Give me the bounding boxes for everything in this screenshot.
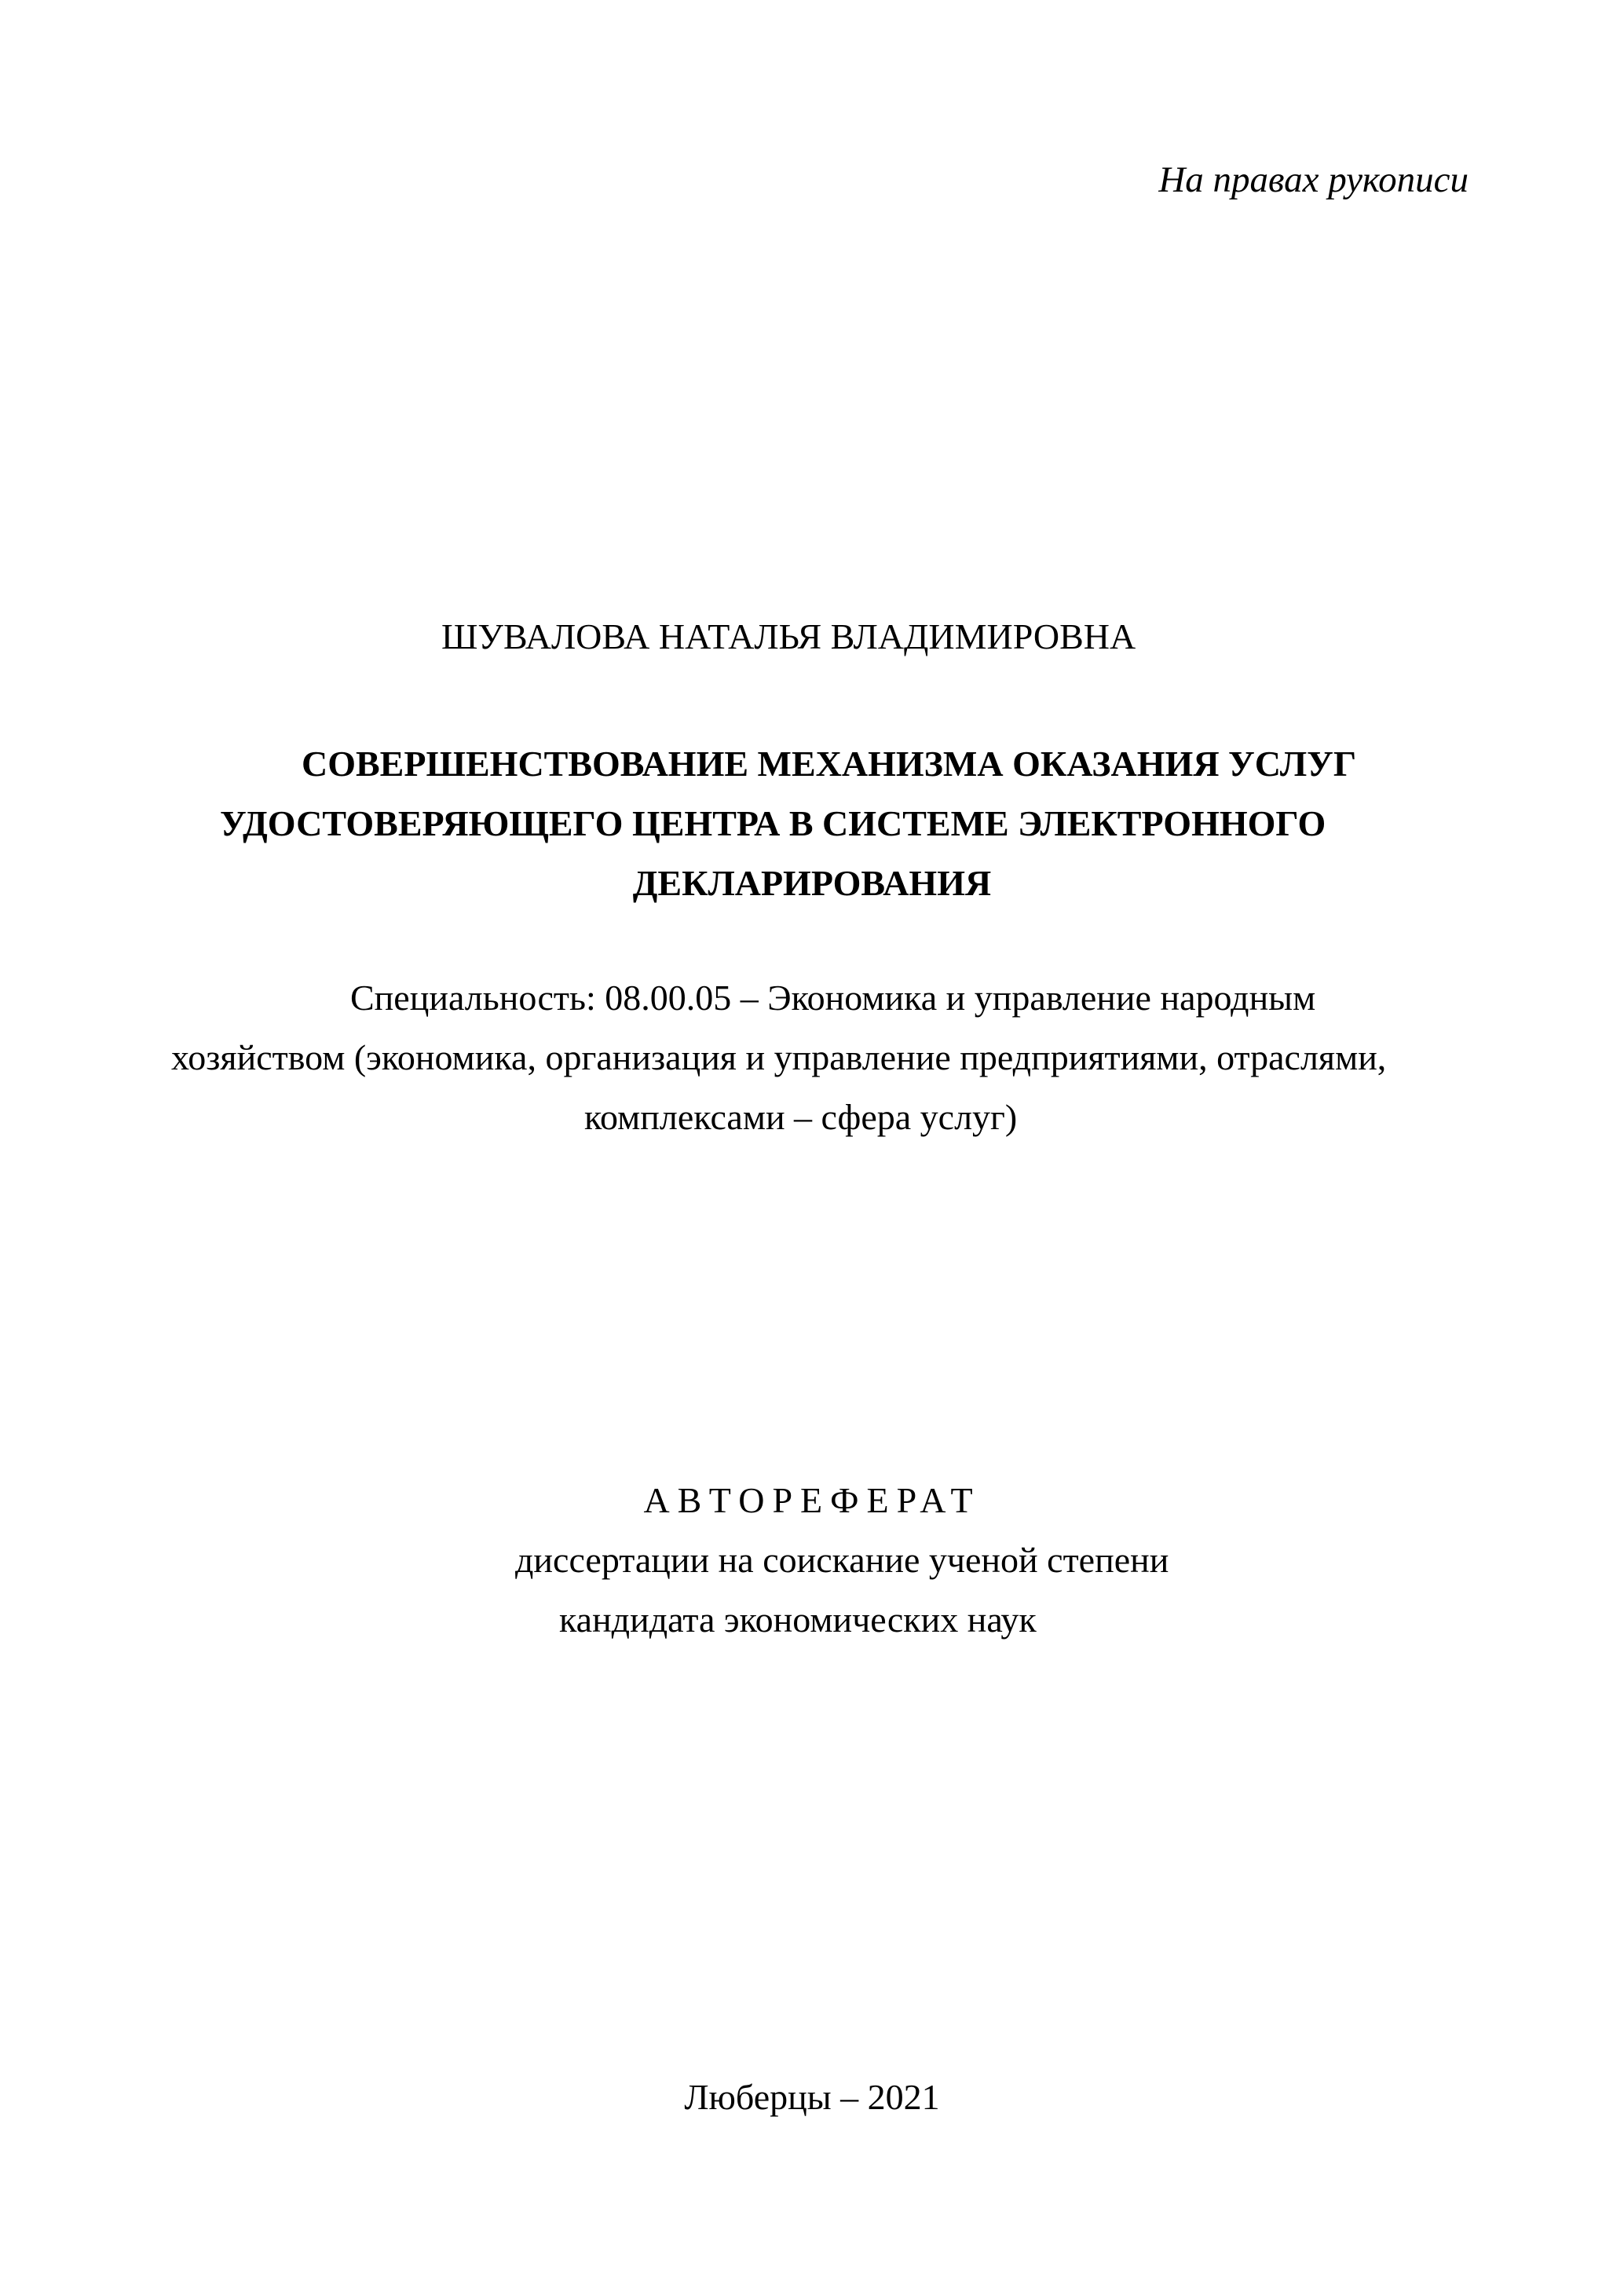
- title-line-3: ДЕКЛАРИРОВАНИЯ: [632, 863, 992, 903]
- specialty-line-1: Специальность: 08.00.05 – Экономика и управление народным: [350, 978, 1316, 1018]
- author-name: ШУВАЛОВА НАТАЛЬЯ ВЛАДИМИРОВНА: [441, 616, 1136, 656]
- city-year: Люберцы – 2021: [684, 2077, 940, 2117]
- abstract-line-2: диссертации на соискание ученой степени: [515, 1540, 1169, 1580]
- specialty-line-3: комплексами – сфера услуг): [584, 1097, 1018, 1137]
- abstract-heading: АВТОРЕФЕРАТ: [643, 1480, 981, 1520]
- specialty-line-2: хозяйством (экономика, организация и управление предприятиями, отраслями,: [171, 1037, 1387, 1077]
- title-line-2: УДОСТОВЕРЯЮЩЕГО ЦЕНТРА В СИСТЕМЕ ЭЛЕКТРОННОГО: [220, 803, 1326, 843]
- abstract-line-3: кандидата экономических наук: [559, 1600, 1037, 1640]
- rights-note: На правах рукописи: [1158, 159, 1469, 200]
- title-line-1: СОВЕРШЕНСТВОВАНИЕ МЕХАНИЗМА ОКАЗАНИЯ УСЛУГ: [302, 744, 1357, 784]
